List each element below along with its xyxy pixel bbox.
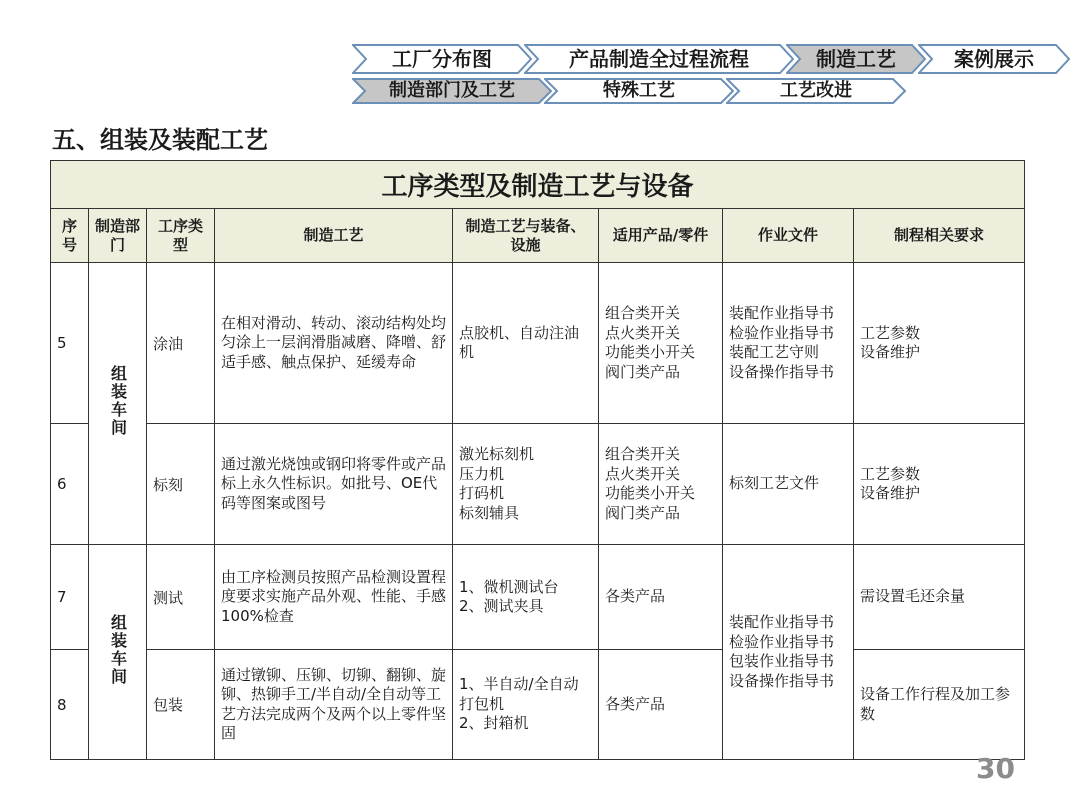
cell-products: 组合类开关 点火类开关 功能类小开关 阀门类产品 [599,263,723,424]
cell-type: 包装 [147,650,215,760]
cell-type: 测试 [147,545,215,650]
table-row [51,650,1025,760]
section-title: 五、组装及装配工艺 [52,126,268,154]
nav-item-special-process[interactable]: 特殊工艺 [544,78,734,104]
table-row [51,263,1025,424]
cell-equipment: 点胶机、自动注油机 [453,263,599,424]
cell-process: 通过镦铆、压铆、切铆、翻铆、旋铆、热铆手工/半自动/全自动等工艺方法完成两个及两个以上零件坚固 [215,650,453,760]
cell-seq: 6 [51,424,89,545]
header-dept: 制造部门 [89,209,147,263]
cell-dept: 组装车间 [89,263,147,545]
cell-requirements: 设备工作行程及加工参数 [854,650,1025,760]
header-products: 适用产品/零件 [599,209,723,263]
cell-seq: 8 [51,650,89,760]
header-equipment: 制造工艺与装备、设施 [453,209,599,263]
cell-docs: 装配作业指导书 检验作业指导书 包装作业指导书 设备操作指导书 [723,545,854,760]
cell-equipment: 1、半自动/全自动打包机 2、封箱机 [453,650,599,760]
cell-process: 通过激光烧蚀或钢印将零件或产品标上永久性标识。如批号、OE代码等图案或图号 [215,424,453,545]
table-title: 工序类型及制造工艺与设备 [51,161,1025,209]
page-number: 30 [976,752,1015,785]
cell-equipment: 1、微机测试台 2、测试夹具 [453,545,599,650]
nav-item-factory-layout[interactable]: 工厂分布图 [352,44,532,74]
cell-requirements: 工艺参数 设备维护 [854,263,1025,424]
cell-equipment: 激光标刻机 压力机 打码机 标刻辅具 [453,424,599,545]
nav-item-manufacturing-process[interactable]: 制造工艺 [786,44,926,74]
header-requirements: 制程相关要求 [854,209,1025,263]
table-row [51,545,1025,650]
header-process: 制造工艺 [215,209,453,263]
cell-process: 由工序检测员按照产品检测设置程度要求实施产品外观、性能、手感100%检查 [215,545,453,650]
header-seq: 序号 [51,209,89,263]
header-type: 工序类型 [147,209,215,263]
cell-products: 各类产品 [599,650,723,760]
cell-requirements: 工艺参数 设备维护 [854,424,1025,545]
nav-item-dept-process[interactable]: 制造部门及工艺 [352,78,552,104]
header-docs: 作业文件 [723,209,854,263]
cell-dept: 组装车间 [89,545,147,760]
process-table [50,160,1025,760]
cell-products: 各类产品 [599,545,723,650]
nav-item-process-improvement[interactable]: 工艺改进 [726,78,906,104]
cell-seq: 5 [51,263,89,424]
cell-products: 组合类开关 点火类开关 功能类小开关 阀门类产品 [599,424,723,545]
cell-process: 在相对滑动、转动、滚动结构处均匀涂上一层润滑脂减磨、降噌、舒适手感、触点保护、延缓寿命 [215,263,453,424]
table-row [51,424,1025,545]
table-header-row [51,209,1025,263]
cell-type: 涂油 [147,263,215,424]
cell-type: 标刻 [147,424,215,545]
cell-docs: 标刻工艺文件 [723,424,854,545]
nav-item-full-process[interactable]: 产品制造全过程流程 [524,44,794,74]
cell-docs: 装配作业指导书 检验作业指导书 装配工艺守则 设备操作指导书 [723,263,854,424]
nav-item-case-showcase[interactable]: 案例展示 [918,44,1070,74]
cell-requirements: 需设置毛还余量 [854,545,1025,650]
cell-seq: 7 [51,545,89,650]
